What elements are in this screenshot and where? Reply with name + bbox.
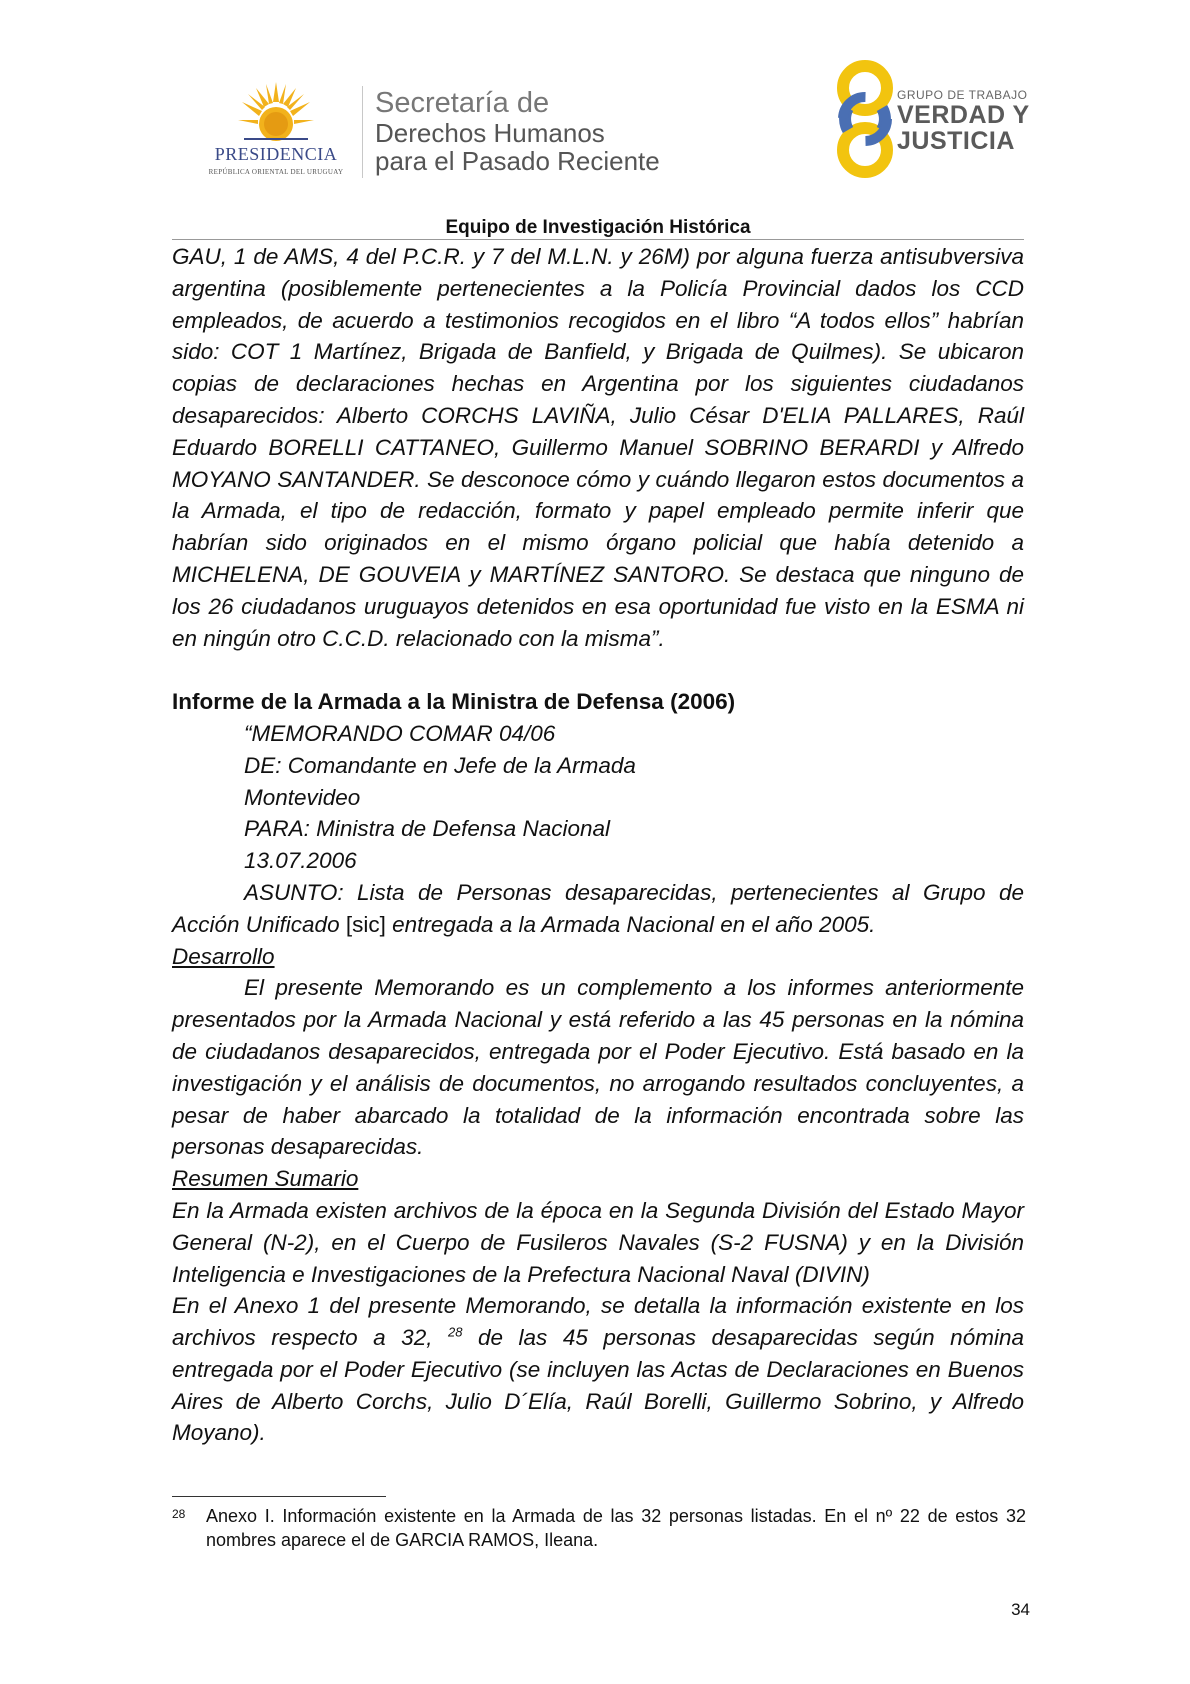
page-number: 34 [1011,1600,1030,1619]
sic-mark: [sic] [345,911,386,937]
footnote [172,1504,1026,1552]
secretaria-line-1: Secretaría de [375,87,550,119]
document-body [172,241,1024,1449]
anexo-text-a: En el Anexo 1 del presente Memorando, se detalla la información existente en los archivos respecto a 32, [172,1293,1024,1351]
verdad-y-label: VERDAD Y [897,101,1030,129]
memo-to: PARA: Ministra de Defensa Nacional [244,816,610,842]
secretaria-line-2: Derechos Humanos [375,118,605,148]
anexo-paragraph [172,1290,1024,1449]
paragraph-quote-continuation: GAU, 1 de AMS, 4 del P.C.R. y 7 del M.L.N. y 26M) por alguna fuerza antisubversiva argentina (posiblemente pertenecientes a la Policía Provincial dados los CCD empleados, de acuerdo a testimonios recogidos en el libro “A todos ellos” habrían sido: COT 1 Martínez, Brigada de Banfield, y Brigada de Quilmes). Se ubicaron copias de declaraciones hechas en Argentina por los siguientes ciudadanos desaparecidos: Alberto CORCHS LAVIÑA, Julio César D'ELIA PALLARES, Raúl Eduardo BORELLI CATTANEO, Guillermo Manuel SOBRINO BERARDI y Alfredo MOYANO SANTANDER. Se desconoce cómo y cuándo llegaron estos documentos a la Armada, el tipo de redacción, formato y papel empleado permite inferir que habrían sido originados en el mismo órgano policial que había detenido a MICHELENA, DE GOUVEIA y MARTÍNEZ SANTORO. Se destaca que ninguno de los 26 ciudadanos uruguayos detenidos en esa oportunidad fue visto en la ESMA ni en ningún otro C.C.D. relacionado con la misma”. [172,244,1024,651]
verdad-justicia-text [897,88,1030,154]
footnote-rule [172,1496,386,1497]
presidencia-logo [196,80,356,180]
team-title: Equipo de Investigación Histórica [445,217,751,238]
presidencia-name: PRESIDENCIA [214,144,338,164]
header-divider [362,86,363,178]
resumen-heading: Resumen Sumario [172,1166,359,1192]
justicia-label: JUSTICIA [897,127,1015,155]
header-rule [172,239,1024,240]
anexo-text-b: de las 45 personas desaparecidas según nómina entregada por el Poder Ejecutivo (se incluyen las Actas de Declaraciones en Buenos Aires de Alberto Corchs, Julio D´Elía, Raúl Borelli, Guillermo Sobrino, y Alfredo Moyano). [172,1325,1024,1446]
asunto-text-a: ASUNTO: Lista de Personas desaparecidas, pertenecientes al Grupo de Acción Unificado [172,879,1024,937]
secretaria-line-3: para el Pasado Reciente [375,146,660,176]
memo-from: DE: Comandante en Jefe de la Armada [244,752,636,778]
asunto-text-b: entregada a la Armada Nacional en el año 2005. [385,911,876,937]
page-header [0,0,1190,238]
memo-asunto [172,877,1024,941]
desarrollo-heading: Desarrollo [172,943,275,969]
presidencia-subtitle: REPÚBLICA ORIENTAL DEL URUGUAY [208,168,344,176]
footnote-number: 28 [172,1507,186,1521]
memo-place: Montevideo [244,784,361,810]
section-heading: Informe de la Armada a la Ministra de Defensa (2006) [172,689,736,715]
secretaria-logo-text [375,88,660,175]
footnote-reference[interactable]: 28 [447,1324,463,1340]
desarrollo-paragraph: El presente Memorando es un complemento a los informes anteriormente presentados por la Armada Nacional y está referido a las 45 personas en la nómina de ciudadanos desaparecidos, entregada por el Poder Ejecutivo. Está basado en la investigación y el análisis de documentos, no arrogando resultados concluyentes, a pesar de haber abarcado la totalidad de la información encontrada sobre las personas desaparecidas. [172,975,1024,1160]
memo-date: 13.07.2006 [244,848,357,874]
memo-title: “MEMORANDO COMAR 04/06 [244,720,556,746]
sun-emblem-icon [236,80,316,142]
grupo-trabajo-label: GRUPO DE TRABAJO [897,88,1028,102]
resumen-paragraph: En la Armada existen archivos de la época en la Segunda División del Estado Mayor General (N-2), en el Cuerpo de Fusileros Navales (S-2 FUSNA) y en la División Inteligencia e Investigaciones de la Prefectura Nacional Naval (DIVIN) [172,1197,1024,1287]
footnote-text: Anexo I. Información existente en la Armada de las 32 personas listadas. En el nº 22 de estos 32 nombres aparece el de GARCIA RAMOS, Ileana. [206,1506,1026,1550]
